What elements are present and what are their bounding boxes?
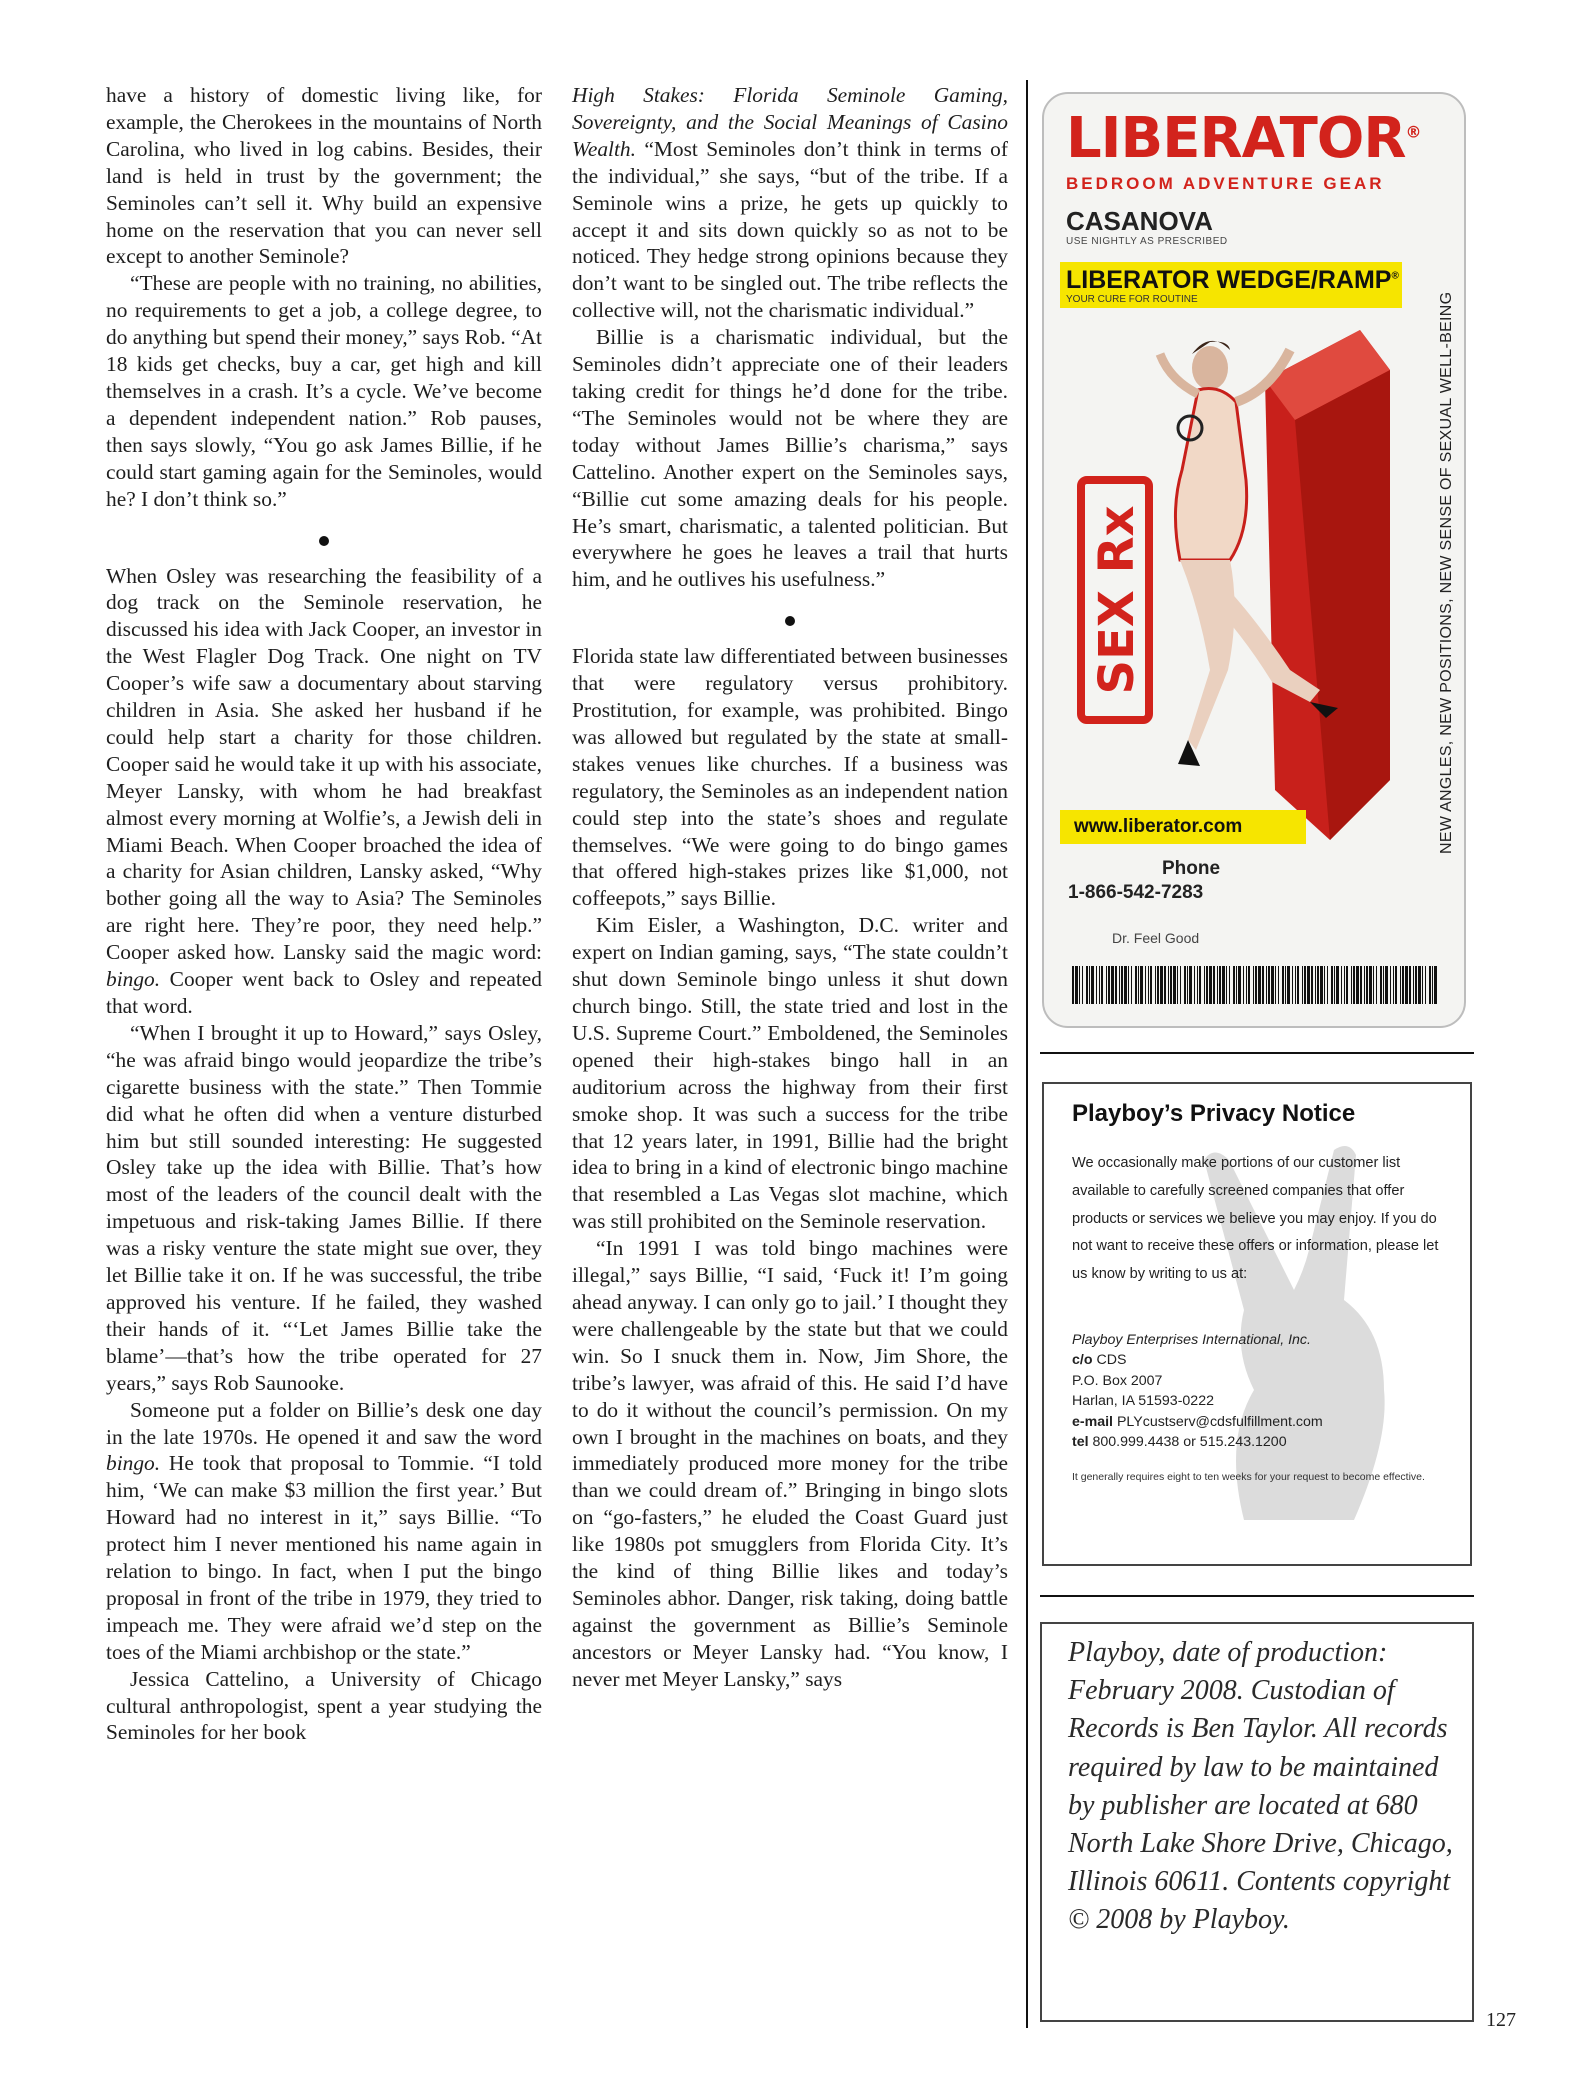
ad-side-text: NEW ANGLES, NEW POSITIONS, NEW SENSE OF SEXUAL WELL-BEING: [1438, 291, 1455, 854]
barcode-bar: [1187, 966, 1188, 1004]
barcode-bar: [1177, 966, 1178, 1004]
barcode-bar: [1236, 966, 1237, 1004]
barcode-bar: [1287, 966, 1290, 1004]
barcode-bar: [1197, 966, 1198, 1004]
barcode-bar: [1341, 966, 1342, 1004]
ad-phone-label: Phone: [1162, 858, 1221, 879]
barcode-bar: [1297, 966, 1299, 1004]
paragraph: Florida state law differentiated between businesses that were regulatory versus prohibitory. Prostitution, for example, was prohibited. Bingo was allowed but regulated by the state at small-stakes venues like churches. If a business was regulatory, the Seminoles as an independent nation could step into the state’s shoes and regulate themselves. “We were going to do bingo games that offered high-stakes prizes like $1,000, not coffeepots,” says Billie.: [572, 644, 1008, 911]
barcode-bar: [1331, 966, 1333, 1004]
barcode-bar: [1268, 966, 1270, 1004]
privacy-address: [1072, 1330, 1452, 1452]
barcode-bar: [1402, 966, 1404, 1004]
section-break-dot: [106, 525, 542, 553]
barcode-bar: [1091, 966, 1094, 1004]
barcode-bar: [1275, 966, 1276, 1004]
article-column-1: [106, 82, 542, 1746]
barcode-bar: [1099, 966, 1100, 1004]
barcode-bar: [1258, 966, 1261, 1004]
barcode-bar: [1395, 966, 1397, 1004]
barcode-bar: [1131, 966, 1132, 1004]
barcode-bar: [1253, 966, 1254, 1004]
barcode-bar: [1304, 966, 1306, 1004]
barcode-bar: [1324, 966, 1325, 1004]
barcode-bar: [1217, 966, 1218, 1004]
barcode-bar: [1307, 966, 1310, 1004]
barcode-bar: [1184, 966, 1186, 1004]
paragraph: “In 1991 I was told bingo machines were illegal,” says Billie, “I said, ‘Fuck it! I’m going ahead anyway. I can only go to jail.’ I thought they were challengeable by the state but that we could win. So I snuck them in. Now, Jim Shore, the tribe’s lawyer, was afraid of this. He said I’d have to do it without the council’s permission. On my own I brought in the machines on boats, and they immediately produced more money for the tribe than we could dream of.” Bringing in bingo slots on “go-fasters,” he eluded the Coast Guard just like 1980s pot smugglers from Florida City. It’s the kind of thing Billie likes and today’s Seminoles abhor. Danger, risk taking, doing battle against the government as Billie’s Seminole ancestors or Meyer Lansky had. “You know, I never met Meyer Lansky,” says: [572, 1236, 1008, 1691]
paragraph: have a history of domestic living like, for example, the Cherokees in the mountains of North Carolina, who lived in log cabins. Besides, their land is held in trust by the government; the Seminoles can’t sell it. Why build an expensive home on the reservation that you can never sell except to another Seminole?: [106, 83, 542, 269]
column-divider: [1026, 80, 1028, 2028]
ad-phone-number: 1-866-542-7283: [1068, 882, 1204, 903]
barcode-bar: [1106, 966, 1107, 1004]
barcode-bar: [1336, 966, 1339, 1004]
barcode-bar: [1157, 966, 1159, 1004]
ad-headline: LIBERATOR WEDGE/RAMP®: [1066, 266, 1399, 294]
barcode-bar: [1344, 966, 1345, 1004]
barcode-bar: [1415, 966, 1417, 1004]
barcode-bar: [1072, 966, 1074, 1004]
barcode-bar: [1140, 966, 1143, 1004]
barcode-bar: [1315, 966, 1316, 1004]
barcode-bar: [1138, 966, 1139, 1004]
page-number: 127: [1486, 2009, 1516, 2031]
masthead-text: Playboy, date of production: February 2008. Custodian of Records is Ben Taylor. All records required by law to be maintained by publisher are located at 680 North Lake Shore Drive, Chicago, Illinois 60611. Contents copyright © 2008 by Playboy.: [1068, 1637, 1453, 1936]
barcode-bar: [1351, 966, 1352, 1004]
barcode-bar: [1271, 966, 1274, 1004]
barcode-bar: [1373, 966, 1374, 1004]
barcode-bar: [1418, 966, 1421, 1004]
barcode-bar: [1346, 966, 1348, 1004]
barcode-bar: [1222, 966, 1225, 1004]
barcode-bar: [1413, 966, 1414, 1004]
paragraph: “When I brought it up to Howard,” says Osley, “he was afraid bingo would jeopardize the tribe’s cigarette business with the state.” Then Tommie did what he often did when a venture disturbed him but still sounded interesting: He suggested Osley take up the idea with Billie. That’s how most of the leaders of the council dealt with the impetuous and risk-taking James Billie. If there was a risky venture the state might sue over, they let Billie take it on. If he was successful, the tribe approved his venture. If he failed, they washed their hands of it. “‘Let James Billie take the blame’—that’s how the tribe operated for 27 years,” says Rob Saunooke.: [106, 1020, 542, 1395]
ad-product-name: CASANOVA: [1066, 206, 1213, 236]
barcode-bar: [1108, 966, 1110, 1004]
barcode-bar: [1119, 966, 1120, 1004]
barcode-bar: [1168, 966, 1169, 1004]
barcode-bar: [1409, 966, 1411, 1004]
barcode-bar: [1180, 966, 1181, 1004]
barcode-bar: [1145, 966, 1146, 1004]
barcode-bar: [1364, 966, 1365, 1004]
section-break-dot: [572, 605, 1008, 633]
barcode-bar: [1089, 966, 1090, 1004]
barcode-bar: [1111, 966, 1114, 1004]
barcode-bar: [1311, 966, 1313, 1004]
privacy-notice: [1042, 1082, 1472, 1566]
article-column-2: [572, 82, 1008, 1693]
privacy-company: Playboy Enterprises International, Inc.: [1072, 1332, 1311, 1348]
barcode-bar: [1434, 966, 1437, 1004]
barcode-bar: [1248, 966, 1250, 1004]
barcode-bar: [1206, 966, 1208, 1004]
barcode-bar: [1432, 966, 1433, 1004]
section-rule: [1040, 1595, 1474, 1597]
ad-illustration: [1060, 310, 1402, 870]
masthead-box: [1040, 1622, 1474, 2022]
barcode-bar: [1135, 966, 1137, 1004]
barcode-bar: [1380, 966, 1382, 1004]
ad-tagline: BEDROOM ADVENTURE GEAR: [1066, 174, 1385, 193]
barcode-bar: [1121, 966, 1123, 1004]
barcode-bar: [1366, 966, 1368, 1004]
barcode-bar: [1278, 966, 1279, 1004]
barcode-bar: [1429, 966, 1431, 1004]
barcode-bar: [1199, 966, 1201, 1004]
barcode-bar: [1213, 966, 1215, 1004]
barcode-bar: [1262, 966, 1264, 1004]
barcode-bar: [1194, 966, 1195, 1004]
privacy-body: We occasionally make portions of our customer list available to carefully screened companies that offer products or services we believe you may enjoy. If you do not want to receive these offers or information, please let us know by writing to us at:: [1072, 1155, 1439, 1283]
barcode-bar: [1148, 966, 1149, 1004]
barcode-bar: [1292, 966, 1293, 1004]
barcode-bar: [1317, 966, 1319, 1004]
barcode-bar: [1101, 966, 1103, 1004]
barcode-bar: [1255, 966, 1257, 1004]
barcode-bar: [1390, 966, 1391, 1004]
barcode-bar: [1233, 966, 1235, 1004]
barcode-bar: [1425, 966, 1426, 1004]
barcode-bar: [1155, 966, 1156, 1004]
barcode-bar: [1285, 966, 1286, 1004]
barcode-bar: [1376, 966, 1377, 1004]
barcode-bar: [1302, 966, 1303, 1004]
paragraph: When Osley was researching the feasibility of a dog track on the Seminole reservation, he discussed his idea with Jack Cooper, an investor in the West Flagler Dog Track. One night on TV Cooper’s wife saw a documentary about starving children in Asia. She asked her husband if he could help start a charity for those children. Cooper said he would take it up with his associate, Meyer Lansky, with whom he had breakfast almost every morning at Wolfie’s, a Jewish deli in Miami Beach. When Cooper broached the idea of a charity for Asian children, Lansky asked, “Why bother going all the way to Asia? The Seminoles are right here. They’re poor, they need help.” Cooper asked how. Lansky said the magic word: bingo. Cooper went back to Osley and repeated that word.: [106, 563, 542, 1018]
ad-url: www.liberator.com: [1074, 816, 1243, 837]
paragraph: High Stakes: Florida Seminole Gaming, Sovereignty, and the Social Meanings of Casino Wealth. “Most Seminoles don’t think in terms of the individual,” she says, “but of the tribe. If a Seminole wins a prize, he gets up quickly to accept it and sits down quickly so as not to be noticed. They hedge strong opinions because they don’t want to be singled out. The tribe reflects the collective will, not the charismatic individual.”: [572, 83, 1008, 323]
paragraph: Jessica Cattelino, a University of Chicago cultural anthropologist, spent a year studying the Seminoles for her book: [106, 1666, 542, 1745]
barcode-bar: [1422, 966, 1423, 1004]
barcode-bar: [1164, 966, 1166, 1004]
barcode-bar: [1385, 966, 1388, 1004]
barcode-bar: [1170, 966, 1172, 1004]
barcode-bar: [1219, 966, 1221, 1004]
ad-brand: LIBERATOR®: [1066, 106, 1421, 171]
barcode-bar: [1115, 966, 1117, 1004]
ad-subhead: YOUR CURE FOR ROUTINE: [1066, 294, 1198, 305]
barcode-bar: [1086, 966, 1088, 1004]
barcode-bar: [1383, 966, 1384, 1004]
barcode-bar: [1173, 966, 1176, 1004]
barcode-bar: [1282, 966, 1284, 1004]
ad-stamp: SEX Rx: [1089, 505, 1145, 695]
paragraph: Someone put a folder on Billie’s desk one day in the late 1970s. He opened it and saw the word bingo. He took that proposal to Tommie. “I told him, ‘We can make $3 million the first year.’ But Howard had no interest in it,” says Billie. “To protect him I never mentioned his name again in relation to bingo. In fact, when I put the bingo proposal in front of the tribe in 1979, they tried to impeach me. They were afraid we’d step on the toes of the Miami archbishop or the state.”: [106, 1397, 542, 1664]
barcode-bar: [1238, 966, 1241, 1004]
barcode-bar: [1400, 966, 1401, 1004]
barcode-bar: [1405, 966, 1408, 1004]
barcode-bar: [1082, 966, 1083, 1004]
barcode-bar: [1189, 966, 1192, 1004]
barcode-bar: [1356, 966, 1359, 1004]
barcode-bar: [1334, 966, 1335, 1004]
barcode-bar: [1209, 966, 1212, 1004]
barcode-bar: [1320, 966, 1323, 1004]
barcode-bar: [1353, 966, 1355, 1004]
privacy-city: Harlan, IA 51593-0222: [1072, 1393, 1214, 1410]
privacy-fine-print: It generally requires eight to ten weeks for your request to become effective.: [1072, 1471, 1425, 1483]
ad-doctor: Dr. Feel Good: [1112, 930, 1200, 946]
barcode-bar: [1150, 966, 1152, 1004]
barcode-bar: [1096, 966, 1097, 1004]
paragraph: Kim Eisler, a Washington, D.C. writer and expert on Indian gaming, says, “The state couldn’t shut down Seminole bingo unless it shut down church bingo. Still, the state tried and lost in the U.S. Supreme Court.” Emboldened, the Seminoles opened their high-stakes bingo hall in an auditorium across the highway from their first smoke shop. It was such a success for the tribe that 12 years later, in 1991, Billie had the bright idea to bring in a kind of electronic bingo machine that resembled a Las Vegas slot machine, which was still prohibited on the Seminole reservation.: [572, 913, 1008, 1234]
liberator-advertisement: [1042, 92, 1466, 1028]
paragraph: Billie is a charismatic individual, but the Seminoles didn’t appreciate one of their leaders taking credit for things he’d done for the tribe. “The Seminoles would not be where they are today without James Billie’s charisma,” says Cattelino. Another expert on the Seminoles says, “Billie cut some amazing deals for his people. He’s smart, charismatic, a talented politician. But everywhere he goes he leaves a trail that hurts him, and he outlives his usefulness.”: [572, 325, 1008, 592]
barcode-bar: [1369, 966, 1372, 1004]
section-rule: [1040, 1052, 1474, 1054]
barcode-bar: [1075, 966, 1078, 1004]
barcode-bar: [1226, 966, 1227, 1004]
barcode-bar: [1360, 966, 1362, 1004]
privacy-co: c/o CDS: [1072, 1352, 1127, 1369]
privacy-box: P.O. Box 2007: [1072, 1372, 1163, 1389]
barcode-bar: [1079, 966, 1080, 1004]
barcode-bar: [1124, 966, 1127, 1004]
barcode-bar: [1266, 966, 1267, 1004]
barcode-bar: [1246, 966, 1247, 1004]
barcode-bar: [1295, 966, 1296, 1004]
barcode-bar: [1393, 966, 1394, 1004]
privacy-tel: tel 800.999.4438 or 515.243.1200: [1072, 1434, 1287, 1451]
privacy-title: Playboy’s Privacy Notice: [1072, 1100, 1356, 1127]
privacy-email: e-mail PLYcustserv@cdsfulfillment.com: [1072, 1413, 1323, 1430]
ad-barcode: [1072, 966, 1440, 1004]
barcode-bar: [1327, 966, 1328, 1004]
ad-usage: USE NIGHTLY AS PRESCRIBED: [1066, 236, 1228, 247]
barcode-bar: [1128, 966, 1129, 1004]
paragraph: “These are people with no training, no abilities, no requirements to get a job, a college degree, to do anything but spend their money,” says Rob. “At 18 kids get checks, buy a car, get high and kill themselves in a crash. It’s a cycle. We’ve become a dependent independent nation.” Rob pauses, then says slowly, “You go ask James Billie, if he could start gaming again for the Seminoles, would he? I don’t think so.”: [106, 271, 542, 511]
barcode-bar: [1229, 966, 1230, 1004]
barcode-bar: [1160, 966, 1163, 1004]
barcode-bar: [1204, 966, 1205, 1004]
barcode-bar: [1243, 966, 1244, 1004]
